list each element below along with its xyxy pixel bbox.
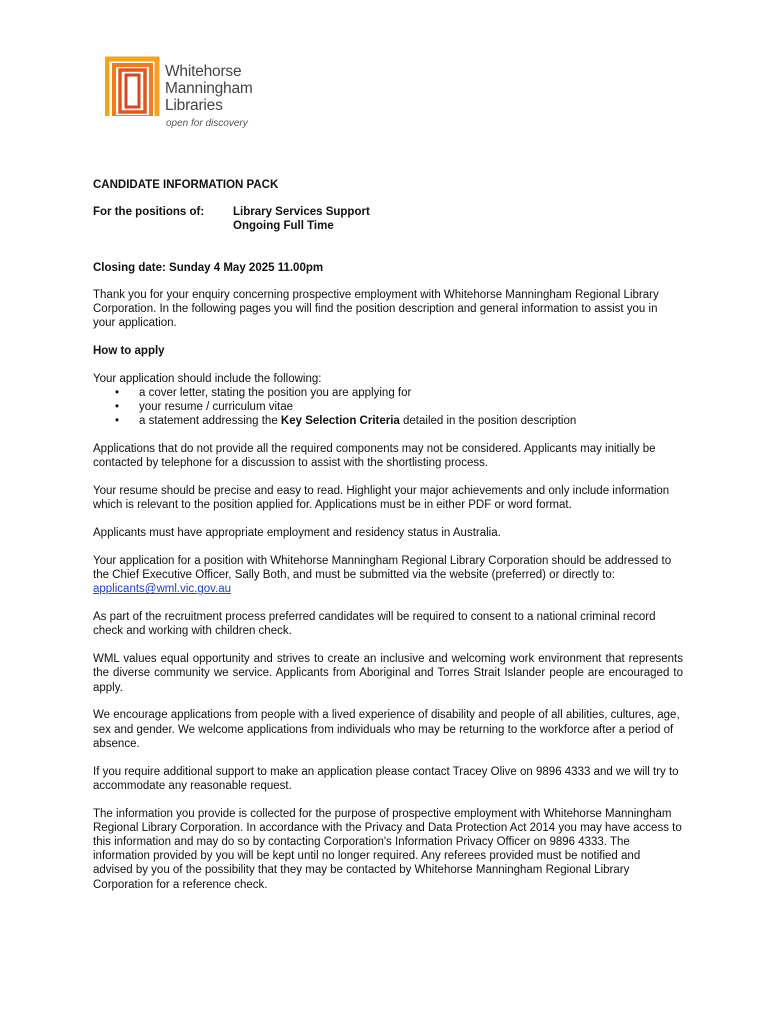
background-check-paragraph: As part of the recruitment process preferred candidates will be required to consent to a national criminal record check and working with children check. (93, 611, 656, 638)
document-title: CANDIDATE INFORMATION PACK (93, 179, 279, 191)
diversity-paragraph: We encourage applications from people with a lived experience of disability and people of all abilities, cultures, age, sex and gender. We welcome applications from individuals who may be returning to the workforce after a period of absence. (93, 709, 680, 750)
requirements-list (93, 386, 683, 429)
list-item: • a cover letter, stating the position you are applying for (115, 386, 683, 400)
positions-block (93, 205, 683, 233)
address-paragraph (93, 554, 683, 597)
resume-paragraph: Your resume should be precise and easy to read. Highlight your major achievements and only include information which is relevant to the position applied for. Applications must be in either PDF or word format. (93, 485, 670, 512)
address-text: Your application for a position with Whitehorse Manningham Regional Library Corporation should be addressed to the Chief Executive Officer, Sally Both, and must be submitted via the website (preferred) or directly to: (93, 555, 672, 582)
closing-date: Closing date: Sunday 4 May 2025 11.00pm (93, 261, 324, 274)
list-item-text: a statement addressing the (139, 415, 281, 428)
logo-line-whitehorse: Whitehorse (165, 63, 242, 80)
list-item: • your resume / curriculum vitae (115, 400, 683, 414)
position-title: Library Services Support (233, 206, 370, 219)
how-to-apply-lead: Your application should include the following: (93, 372, 322, 385)
positions-label: For the positions of: (93, 206, 205, 219)
logo-line-manningham: Manningham (165, 80, 253, 97)
privacy-paragraph: The information you provide is collected for the purpose of prospective employment with Whitehorse Manningham Regional Library Corporation. In accordance with the Privacy and Data Protection Act 2014 you may have access to this information and may do so by contacting Corporation's Information Privacy Officer on 9896 4333. The information provided by you will be kept until no longer required. Any referees provided must be notified and advised by you of the possibility that they may be contacted by Whitehorse Manningham Regional Library Corporation for a reference check. (93, 807, 682, 891)
list-item-text: detailed in the position description (399, 415, 577, 428)
positions-values (233, 205, 370, 233)
library-logo (105, 56, 305, 136)
applicants-email-link[interactable]: applicants@wml.vic.gov.au (93, 583, 232, 596)
logo-line-libraries: Libraries (165, 97, 223, 114)
residency-paragraph: Applicants must have appropriate employment and residency status in Australia. (93, 527, 501, 540)
key-selection-criteria: Key Selection Criteria (280, 415, 400, 428)
equal-opportunity-paragraph: WML values equal opportunity and strives to create an inclusive and welcoming work environment that represents the diverse community we service. Applicants from Aboriginal and Torres Strait Islander people are encouraged to apply. (93, 653, 683, 694)
document-body (93, 178, 683, 905)
library-logo-wordmark (165, 63, 253, 114)
incomplete-applications-paragraph: Applications that do not provide all the required components may not be considered. Applicants may initially be contacted by telephone for a discussion to assist with the shortlisting process. (93, 443, 656, 470)
how-to-apply-heading: How to apply (93, 345, 165, 358)
list-item (115, 414, 683, 428)
position-type: Ongoing Full Time (233, 220, 334, 233)
logo-tagline: open for discovery (166, 118, 248, 129)
intro-paragraph: Thank you for your enquiry concerning prospective employment with Whitehorse Manningham Regional Library Corporation. In the following pages you will find the position description and general information to assist you in your application. (93, 288, 659, 330)
library-logo-mark (105, 56, 161, 126)
support-paragraph: If you require additional support to make an application please contact Tracey Olive on 9896 4333 and we will try to accommodate any reasonable request. (93, 765, 679, 792)
